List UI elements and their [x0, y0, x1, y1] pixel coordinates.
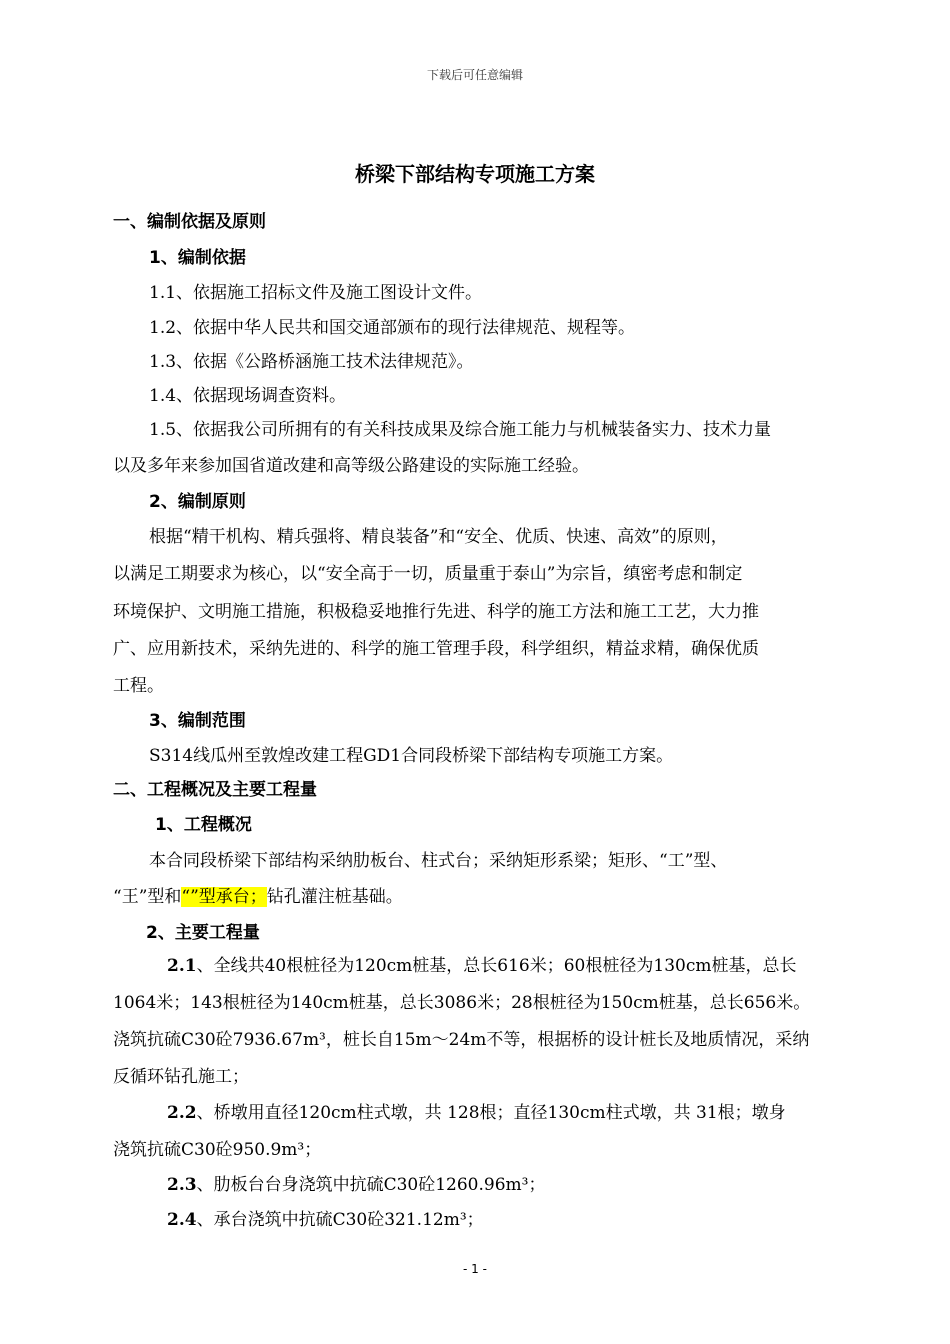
item-text: 、全线共40根桩径为120cm桩基，总长616米；60根桩径为130cm桩基，总长: [196, 956, 797, 976]
basis-item: 1.3、依据《公路桥涵施工技术法律规范》。: [149, 352, 474, 372]
item-number: 2.1: [167, 956, 197, 976]
item-text: 、肋板台台身浇筑中抗硫C30砼1260.96m³；: [196, 1175, 546, 1195]
highlighted-text: “”型承台；: [181, 887, 267, 907]
section-2-1-heading: 1、工程概况: [155, 815, 252, 835]
quantity-line: 浇筑抗硫C30砼7936.67m³，桩长自15m～24m不等，根据桥的设计桩长及地质情况，采纳: [113, 1030, 810, 1050]
quantity-item: [167, 1098, 786, 1123]
quantity-line: 浇筑抗硫C30砼950.9m³；: [113, 1140, 322, 1160]
item-number: 2.3: [167, 1175, 197, 1195]
quantity-line: 1064米；143根桩径为140cm桩基，总长3086米；28根桩径为150cm桩基，总长656米。: [113, 993, 811, 1013]
scope-text: S314线瓜州至敦煌改建工程GD1合同段桥梁下部结构专项施工方案。: [149, 746, 674, 766]
section-1-2-heading: 2、编制原则: [149, 492, 246, 512]
page-number: - 1 -: [463, 1262, 487, 1276]
section-1-1-heading: 1、编制依据: [149, 248, 246, 268]
basis-item: 1.1、依据施工招标文件及施工图设计文件。: [149, 283, 483, 303]
item-number: 2.4: [167, 1210, 197, 1230]
quantity-item: [167, 1170, 545, 1195]
item-text: 、桥墩用直径120cm柱式墩，共 128根；直径130cm柱式墩，共 31根；墩身: [196, 1103, 786, 1123]
quantity-item: [167, 1205, 484, 1230]
principle-line: 工程。: [113, 676, 164, 696]
basis-item: 1.2、依据中华人民共和国交通部颁布的现行法律规范、规程等。: [149, 318, 636, 338]
basis-item: 1.5、依据我公司所拥有的有关科技成果及综合施工能力与机械装备实力、技术力量: [149, 420, 772, 440]
section-2-heading: 二、工程概况及主要工程量: [113, 780, 317, 800]
section-1-heading: 一、编制依据及原则: [113, 212, 266, 232]
principle-line: 根据“精干机构、精兵强将、精良装备”和“安全、优质、快速、高效”的原则，: [149, 527, 728, 547]
overview-text: “王”型和: [113, 887, 182, 907]
basis-item: 1.4、依据现场调查资料。: [149, 386, 347, 406]
quantity-line: 反循环钻孔施工；: [113, 1067, 249, 1087]
page-header: 下载后可任意编辑: [426, 68, 523, 82]
overview-text: 钻孔灌注桩基础。: [266, 887, 403, 907]
principle-line: 环境保护、文明施工措施，积极稳妥地推行先进、科学的施工方法和施工工艺，大力推: [113, 602, 759, 622]
principle-line: 以满足工期要求为核心，以“安全高于一切，质量重于泰山”为宗旨，缜密考虑和制定: [113, 564, 743, 584]
principle-line: 广、应用新技术，采纳先进的、科学的施工管理手段，科学组织，精益求精，确保优质: [113, 639, 759, 659]
basis-item-continuation: 以及多年来参加国省道改建和高等级公路建设的实际施工经验。: [113, 456, 589, 476]
document-title: 桥梁下部结构专项施工方案: [355, 162, 595, 186]
section-2-2-heading: 2、主要工程量: [146, 923, 260, 943]
quantity-item: [167, 951, 796, 976]
section-1-3-heading: 3、编制范围: [149, 711, 246, 731]
overview-line: [113, 882, 403, 907]
item-text: 、承台浇筑中抗硫C30砼321.12m³；: [196, 1210, 484, 1230]
overview-line: 本合同段桥梁下部结构采纳肋板台、柱式台；采纳矩形系梁；矩形、“工”型、: [149, 851, 728, 871]
item-number: 2.2: [167, 1103, 197, 1123]
